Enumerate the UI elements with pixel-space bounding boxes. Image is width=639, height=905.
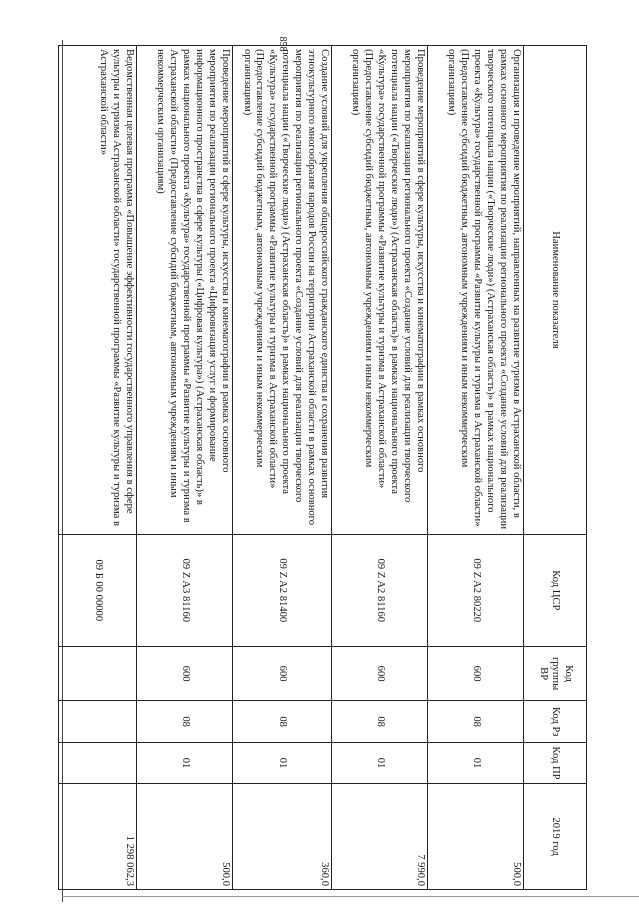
row-vr [59, 646, 137, 701]
header-vr: Код группы ВР [524, 646, 587, 701]
row-vr: 600 [137, 646, 233, 701]
row-name: Ведомственная целевая программа «Повышение эффективности государственного управления в сфере культуры и туризма Астраханской области» государственной программы «Развитие культуры и туризма в Астраханской области» [59, 46, 137, 535]
header-name: Наименование показателя [524, 46, 587, 535]
table-row [428, 46, 524, 890]
row-amount: 360,0 [233, 784, 332, 890]
row-pr: 01 [332, 742, 428, 783]
row-name: Организация и проведение мероприятий, направленных на развитие туризма в Астраханской области, в рамках основного мероприятия по реализации регионального проекта «Создание условий для реализации творческого потенциала нации («Творческие люди») (Астраханская область)» в рамках национального проекта «Культура» государственной программы «Развитие культуры и туризма в Астраханской области» (Предоставление субсидий бюджетным, автономным учреждениям и иным некоммерческим организациям) [428, 46, 524, 535]
row-vr: 600 [233, 646, 332, 701]
table-row [137, 46, 233, 890]
row-amount: 7 990,0 [332, 784, 428, 890]
table-row [332, 46, 428, 890]
row-vr: 600 [332, 646, 428, 701]
table-row [59, 46, 137, 890]
row-vr: 600 [428, 646, 524, 701]
bottom-scan-edge-rule [62, 896, 639, 897]
row-amount: 500,0 [428, 784, 524, 890]
row-name: Проведение мероприятий в сфере культуры, искусства и кинематографии в рамках основного мероприятия по реализации регионального проекта «Создание условий для реализации творческого потенциала нации («Творческие люди») (Астраханская область)» в рамках национального проекта «Культура» государственной программы «Развитие культуры и туризма в Астраханской области» (Предоставление субсидий бюджетным, автономным учреждениям и иным некоммерческим организациям) [332, 46, 428, 535]
page-number: 858 [277, 36, 288, 52]
header-rz: Код Рз [524, 701, 587, 742]
row-rz [59, 701, 137, 742]
row-amount: 1 298 062,3 [59, 784, 137, 890]
row-csr: 09 Z A2 81400 [233, 534, 332, 646]
row-rz: 08 [428, 701, 524, 742]
row-rz: 08 [233, 701, 332, 742]
row-pr: 01 [428, 742, 524, 783]
header-csr: Код ЦСР [524, 534, 587, 646]
budget-table [58, 45, 587, 890]
row-amount: 500,0 [137, 784, 233, 890]
row-csr: 09 Z A2 81160 [332, 534, 428, 646]
row-pr [59, 742, 137, 783]
header-pr: Код ПР [524, 742, 587, 783]
row-name: Проведение мероприятий в сфере культуры, искусства и кинематографии в рамках основного мероприятия по реализации регионального проекта «Цифровизация услуг и формирование информационного пространства в сфере культуры («Цифровая культура») (Астраханская область)» в рамках национального проекта «Культура» государственной программы «Развитие культуры и туризма в Астраханской области» (Предоставление субсидий бюджетным, автономным учреждениям и иным некоммерческим организациям) [137, 46, 233, 535]
header-year: 2019 год [524, 784, 587, 890]
row-pr: 01 [137, 742, 233, 783]
row-pr: 01 [233, 742, 332, 783]
row-csr: 09 Б 00 00000 [59, 534, 137, 646]
row-rz: 08 [137, 701, 233, 742]
row-csr: 09 Z A3 81160 [137, 534, 233, 646]
rotated-table-container [59, 45, 587, 890]
row-rz: 08 [332, 701, 428, 742]
row-name: Создание условий для укрепления общероссийского гражданского единства и сохранения развития этнокультурного многообразия народов России на территории Астраханской области в рамках основного мероприятия по реализации регионального проекта «Создание условий для реализации творческого потенциала нации («Творческие люди») (Астраханская область)» в рамках национального проекта «Культура» государственной программы «Развитие культуры и туризма в Астраханской области» (Предоставление субсидий бюджетным, автономным учреждениям и иным некоммерческим организациям) [233, 46, 332, 535]
row-csr: 09 Z A2 80220 [428, 534, 524, 646]
header-row [524, 46, 587, 890]
table-row [233, 46, 332, 890]
